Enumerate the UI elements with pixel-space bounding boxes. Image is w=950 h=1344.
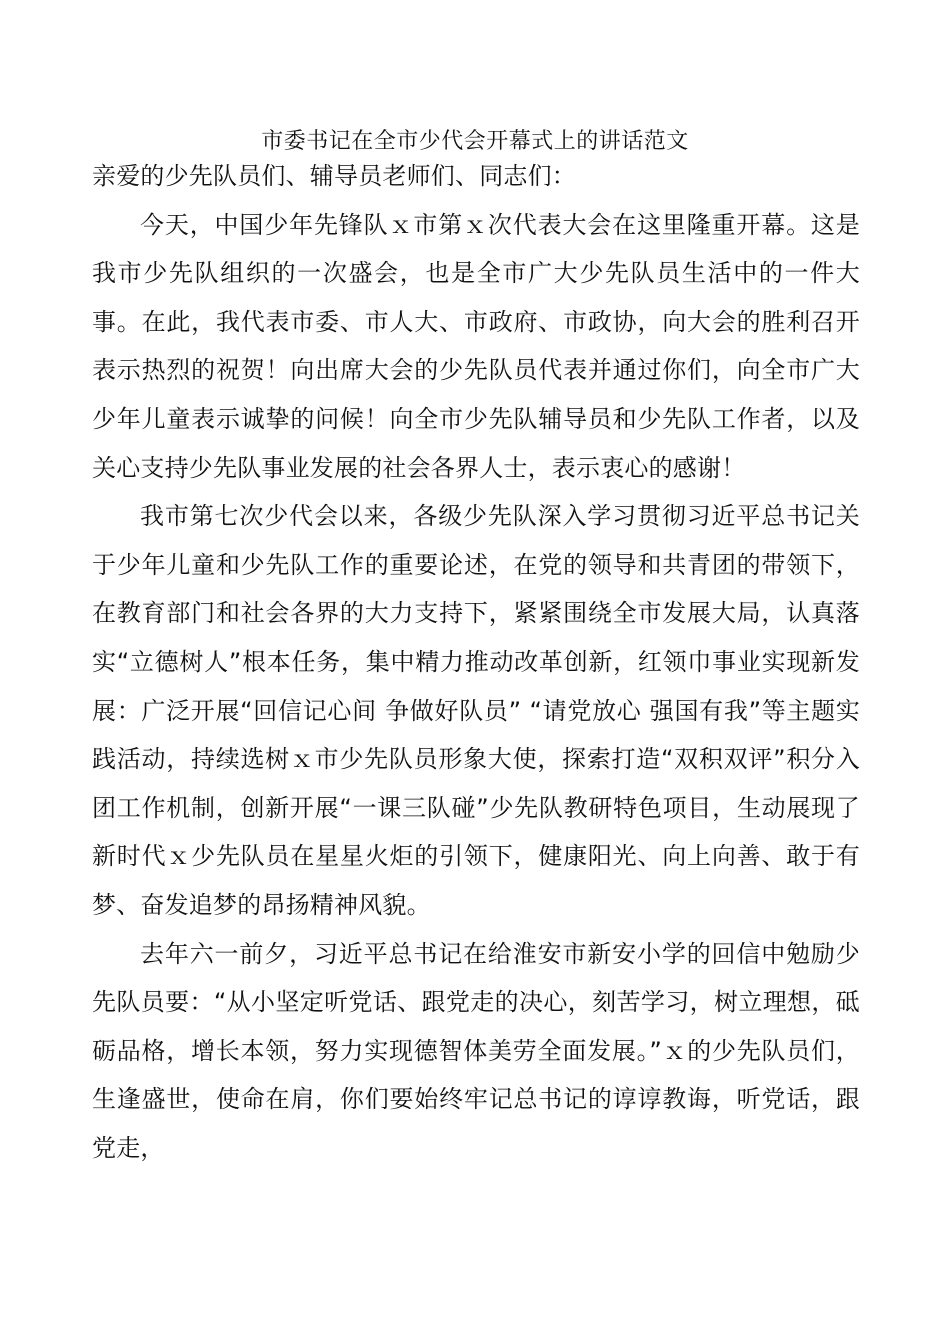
- paragraph-exhortation: 去年六一前夕，习近平总书记在给淮安市新安小学的回信中勉励少先队员要：“从小坚定听党话、跟党走的决心，刻苦学习，树立理想，砥砺品格，增长本领，努力实现德智体美劳全面发展。”ｘ的少先队员们，生逢盛世，使命在肩，你们要始终牢记总书记的谆谆教诲，听党话，跟党走，: [92, 939, 860, 1162]
- salutation: 亲爱的少先队员们、辅导员老师们、同志们：: [92, 162, 576, 190]
- document-title: 市委书记在全市少代会开幕式上的讲话范文: [261, 129, 689, 154]
- paragraph-achievements: 我市第七次少代会以来，各级少先队深入学习贯彻习近平总书记关于少年儿童和少先队工作的重要论述，在党的领导和共青团的带领下，在教育部门和社会各界的大力支持下，紧紧围绕全市发展大局，认真落实“立德树人”根本任务，集中精力推动改革创新，红领巾事业实现新发展：广泛开展“回信记心间 争做好队员” “请党放心 强国有我”等主题实践活动，持续选树ｘ市少先队员形象大使，探索打造“双积双评”积分入团工作机制，创新开展“一课三队碰”少先队教研特色项目，生动展现了新时代ｘ少先队员在星星火炬的引领下，健康阳光、向上向善、敢于有梦、奋发追梦的昂扬精神风貌。: [92, 502, 860, 919]
- paragraph-opening: 今天，中国少年先锋队ｘ市第ｘ次代表大会在这里隆重开幕。这是我市少先队组织的一次盛会，也是全市广大少先队员生活中的一件大事。在此，我代表市委、市人大、市政府、市政协，向大会的胜利召开表示热烈的祝贺！向出席大会的少先队员代表并通过你们，向全市广大少年儿童表示诚挚的问候！向全市少先队辅导员和少先队工作者，以及关心支持少先队事业发展的社会各界人士，表示衷心的感谢！: [92, 210, 860, 482]
- document-body: [92, 152, 860, 1172]
